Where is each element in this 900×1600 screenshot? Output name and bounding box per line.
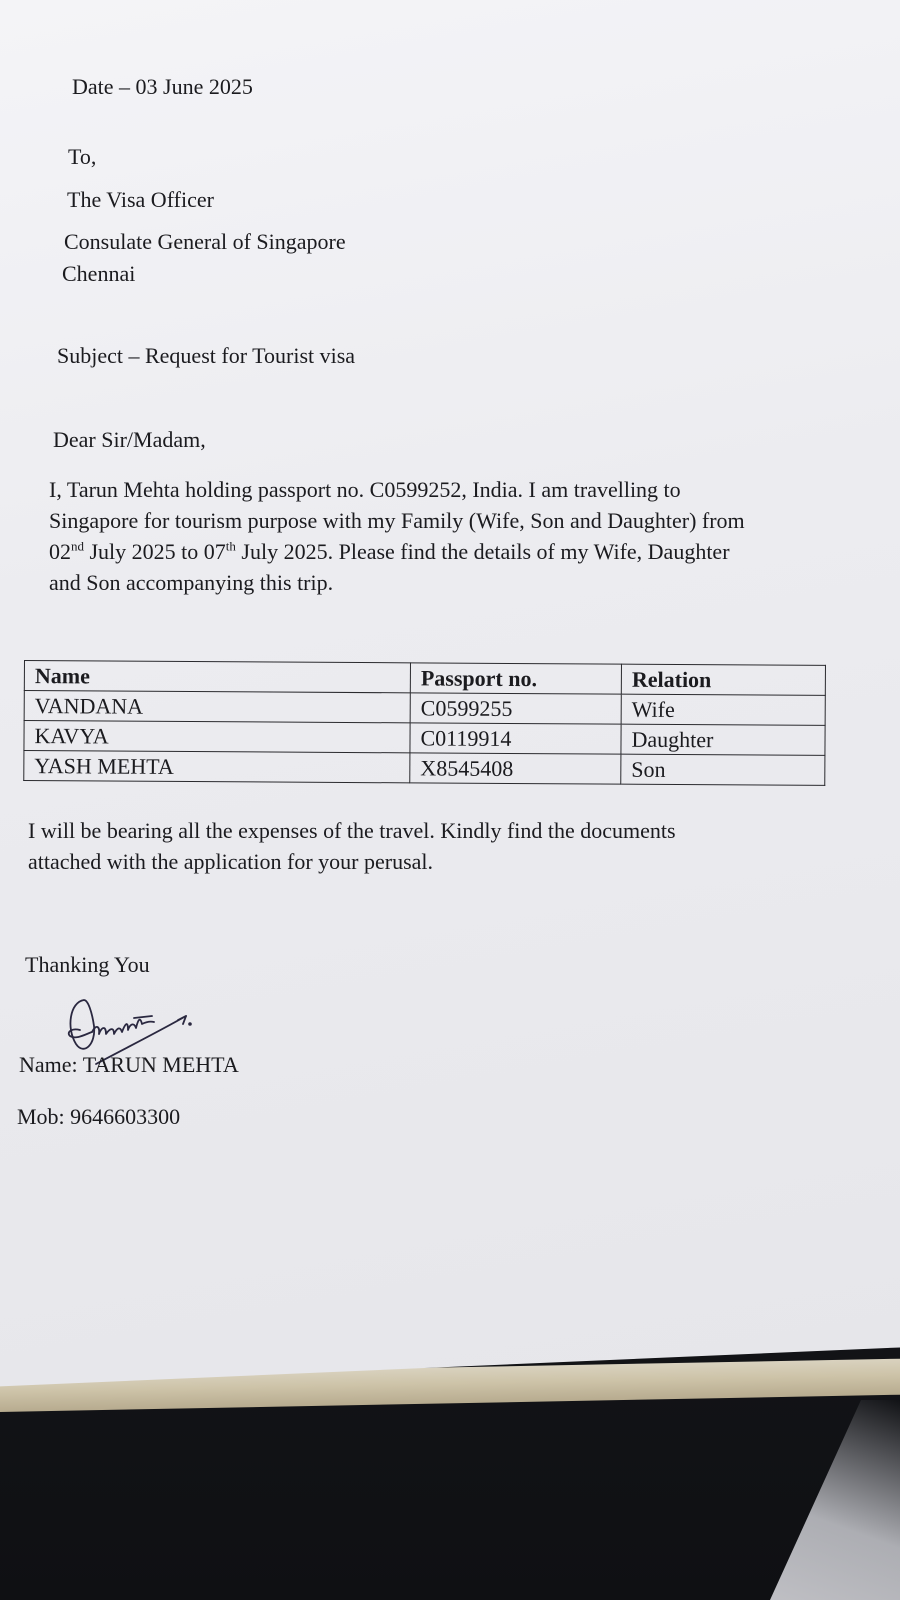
body1-line2: Singapore for tourism purpose with my Family (Wife, Son and Daughter) from xyxy=(49,508,745,533)
date-range-middle: July 2025 to 07 xyxy=(84,539,226,564)
letter-date: Date – 03 June 2025 xyxy=(72,74,253,99)
member-relation: Son xyxy=(621,754,825,785)
letter-subject: Subject – Request for Tourist visa xyxy=(57,343,356,368)
header-passport: Passport no. xyxy=(410,663,621,694)
table-row xyxy=(24,751,825,786)
family-members-table xyxy=(23,660,826,786)
signatory-mobile: Mob: 9646603300 xyxy=(17,1104,181,1129)
recipient-city: Chennai xyxy=(62,261,136,286)
table-row xyxy=(24,721,825,756)
recipient-title: The Visa Officer xyxy=(67,187,214,212)
member-name: VANDANA xyxy=(24,691,410,723)
body-paragraph-1 xyxy=(49,474,849,598)
member-name: KAVYA xyxy=(24,721,410,753)
header-relation: Relation xyxy=(621,664,825,695)
body1-line3-end: July 2025. Please find the details of my Wife, Daughter xyxy=(235,539,730,564)
address-to: To, xyxy=(68,144,97,169)
table-row xyxy=(24,691,825,726)
start-day-suffix: nd xyxy=(71,538,84,554)
body1-line3 xyxy=(49,536,849,567)
start-day: 02 xyxy=(49,539,71,564)
salutation: Dear Sir/Madam, xyxy=(53,427,206,452)
member-name: YASH MEHTA xyxy=(24,751,410,783)
table-header-row xyxy=(24,661,825,696)
body2-line2: attached with the application for your perusal. xyxy=(28,849,434,874)
member-passport: C0119914 xyxy=(410,723,621,754)
member-passport: C0599255 xyxy=(410,693,621,724)
body1-line4: and Son accompanying this trip. xyxy=(49,570,334,595)
member-passport: X8545408 xyxy=(410,753,621,784)
signatory-name: Name: TARUN MEHTA xyxy=(19,1052,239,1077)
recipient-organization: Consulate General of Singapore xyxy=(64,229,346,254)
end-day-suffix: th xyxy=(225,538,236,554)
closing: Thanking You xyxy=(25,952,150,977)
member-relation: Wife xyxy=(621,694,825,725)
header-name: Name xyxy=(24,661,410,693)
body1-line1: I, Tarun Mehta holding passport no. C0599252, India. I am travelling to xyxy=(49,477,681,502)
member-relation: Daughter xyxy=(621,724,825,755)
body-paragraph-2 xyxy=(28,815,868,877)
body2-line1: I will be bearing all the expenses of the travel. Kindly find the documents xyxy=(28,818,676,843)
